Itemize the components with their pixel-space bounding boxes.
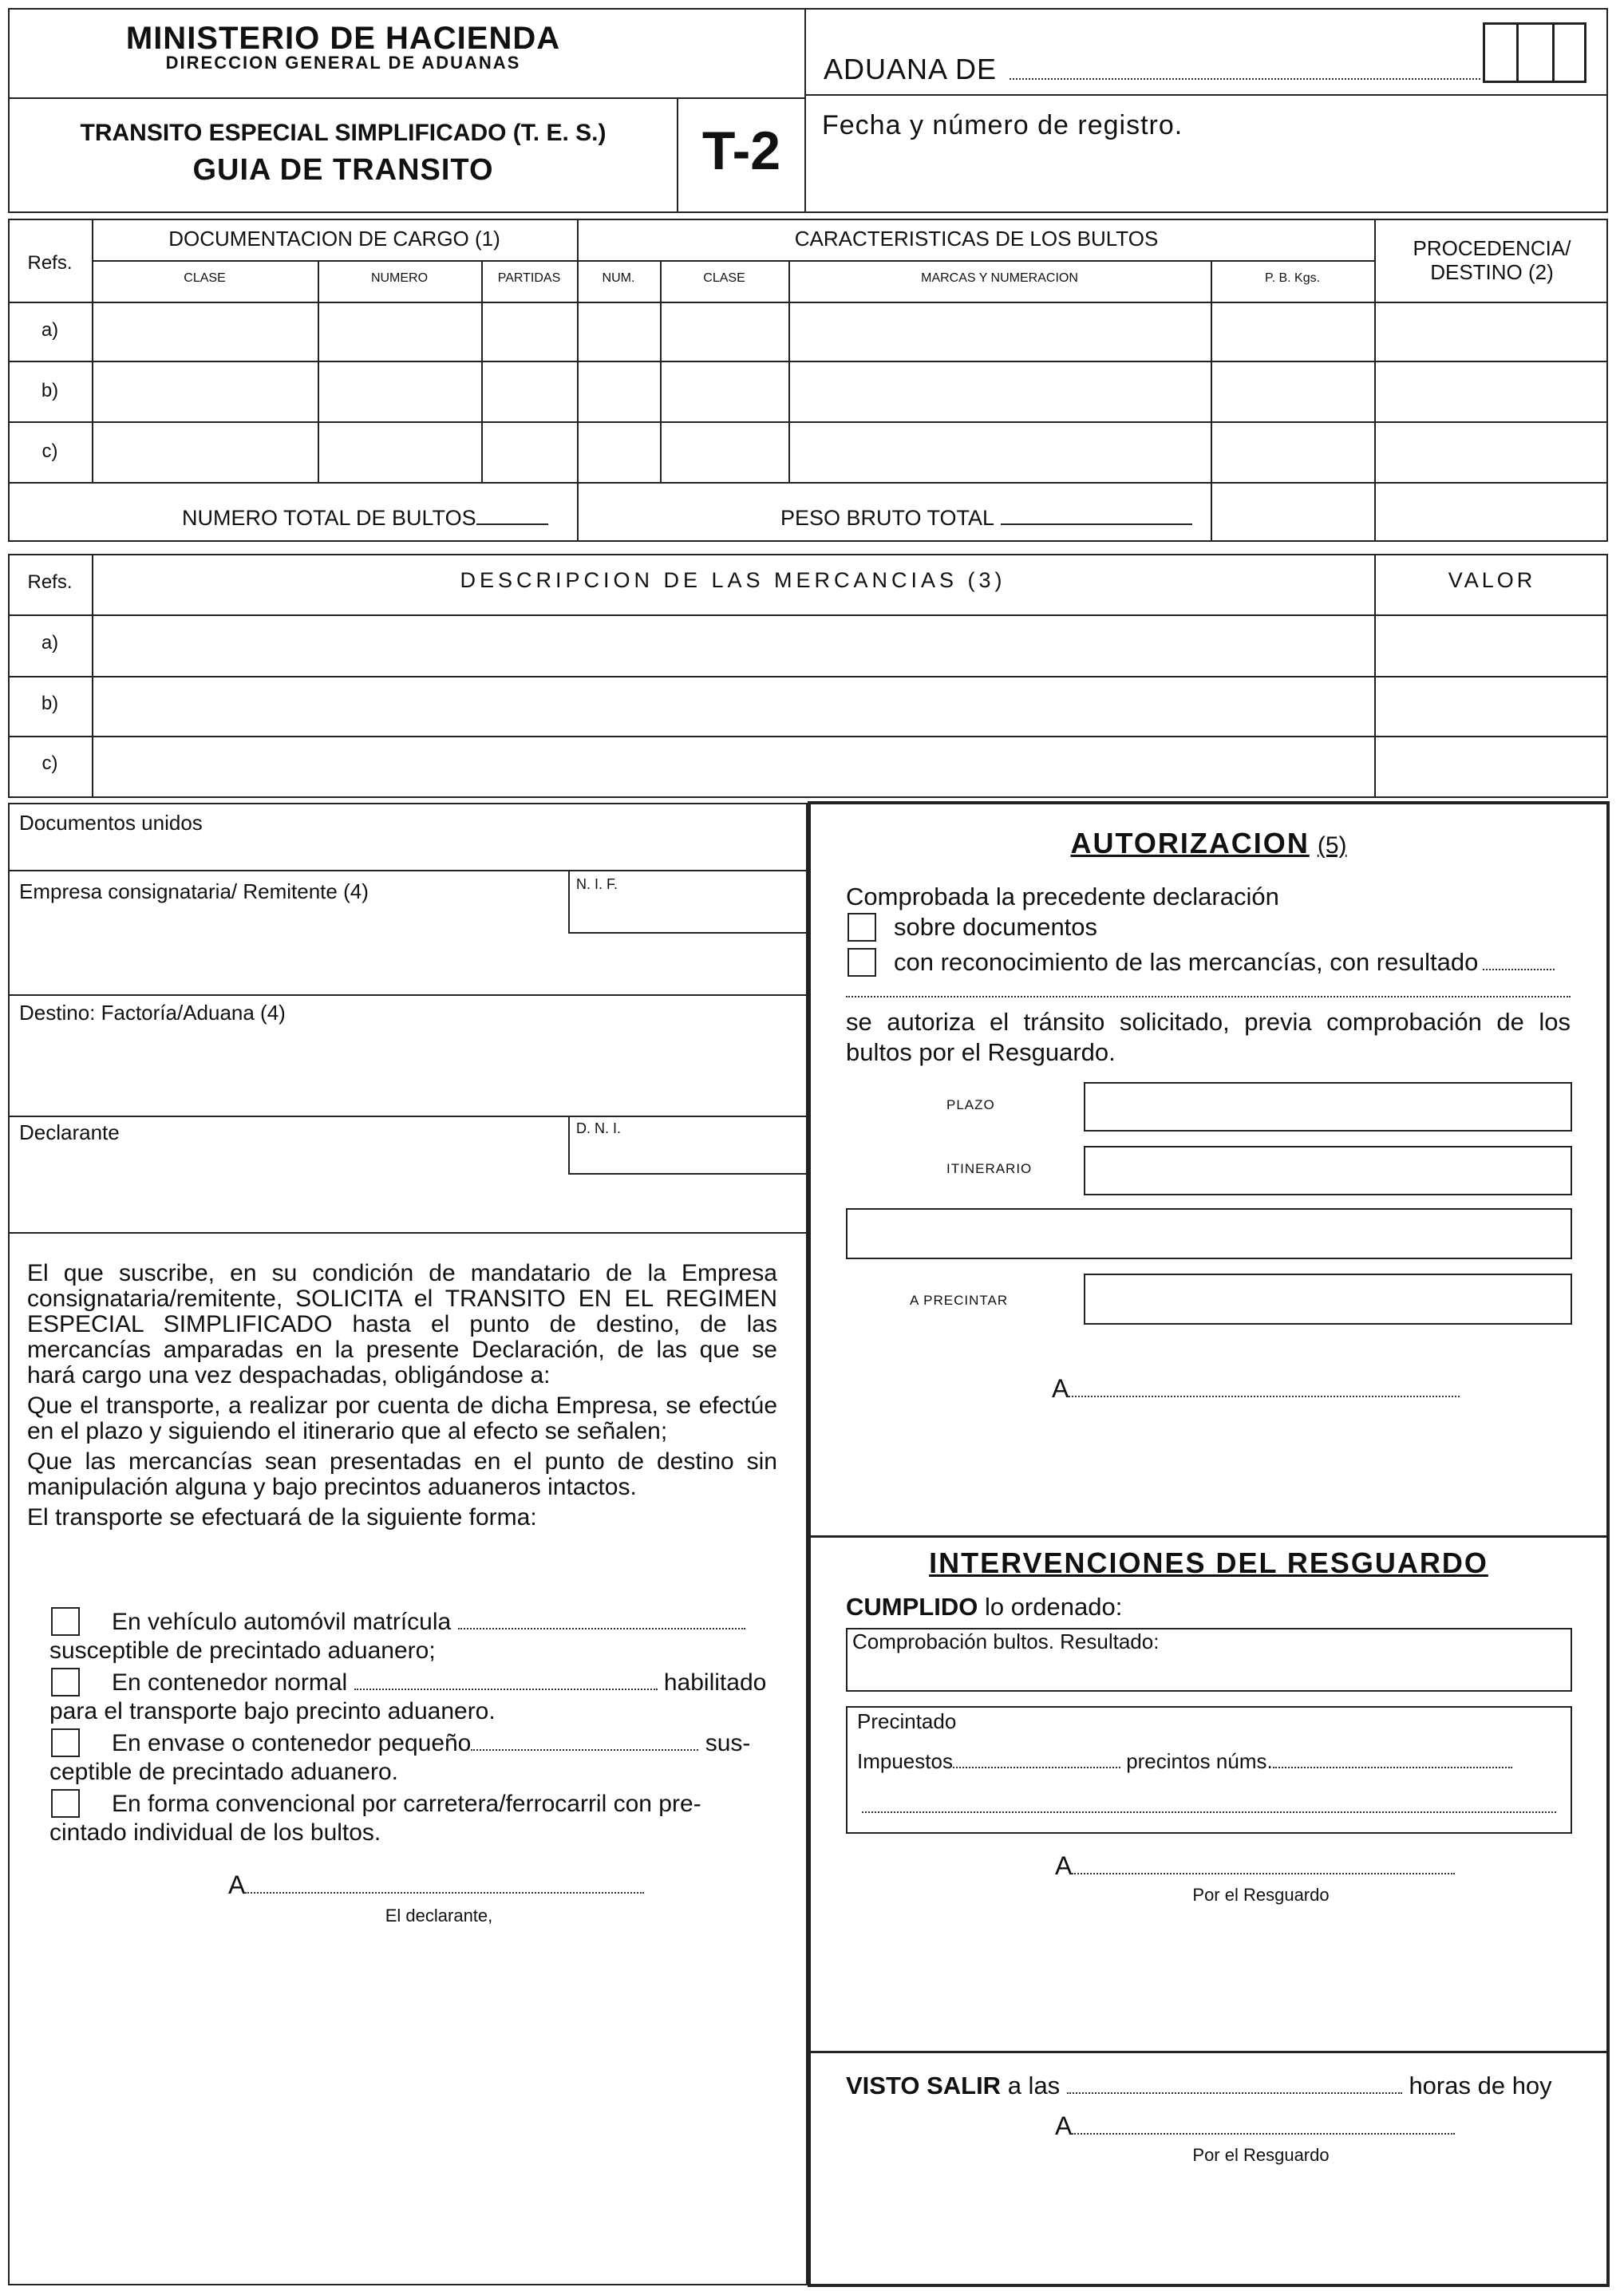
left-h-docs [8,870,808,871]
nif-v [568,870,570,934]
declaration-p2: Que el transporte, a realizar por cuenta de dicha Empresa, se efectúe en el plazo y siguiendo el itinerario que al efecto se señalen; [27,1392,777,1444]
habilitado-text: habilitado [663,1669,767,1696]
header-divider-h-right [804,94,1608,96]
se-autoriza-text: se autoriza el tránsito solicitado, previa comprobación de los bultos por el Resguardo. [846,1008,1571,1066]
autorizacion-place-line[interactable] [1069,1396,1460,1397]
plazo-field[interactable] [1084,1082,1572,1132]
right-h-visto [808,2051,1610,2053]
autorizacion-place [1052,1374,1460,1404]
checkbox-convencional[interactable] [51,1789,80,1818]
declarante-label: Declarante [19,1120,120,1144]
checkbox-envase[interactable] [51,1728,80,1757]
cargo-row-c: c) [41,440,58,462]
desc-title: DESCRIPCION DE LAS MERCANCIAS (3) [460,568,1006,592]
comprobada-label: Comprobada la precedente declaración [846,883,1279,910]
resguardo-place [1055,1851,1455,1881]
declarante-place [228,1870,644,1900]
declarante-signature-label: El declarante, [385,1906,493,1926]
opt-contenedor-line1 [112,1669,766,1697]
hora-dots[interactable] [1067,2092,1402,2094]
precintos-dots[interactable] [1273,1767,1512,1768]
dni-label: D. N. I. [576,1120,622,1136]
direction-subtitle: DIRECCION GENERAL DE ADUANAS [165,53,521,73]
por-resguardo-label-2: Por el Resguardo [1192,2145,1330,2165]
aduana-de-text: ADUANA DE [824,53,998,85]
nif-label: N. I. F. [576,876,618,892]
total-bultos-line[interactable] [476,523,548,525]
desc-row-b: b) [41,693,59,714]
procedencia-text: PROCEDENCIA/ [1413,236,1571,260]
nif-h [568,932,808,934]
cargo-refs-header: Refs. [27,252,73,274]
right-h-intervenciones [808,1535,1610,1538]
col-partidas: PARTIDAS [497,271,561,285]
sus-text: sus- [705,1730,751,1756]
precintos-dots-2[interactable] [862,1811,1556,1813]
total-bultos-text: NUMERO TOTAL DE BULTOS [182,506,476,530]
checkbox-contenedor[interactable] [51,1668,80,1697]
desc-refs-header: Refs. [27,571,73,593]
col-clase-bultos: CLASE [703,271,745,285]
empresa-label: Empresa consignataria/ Remitente (4) [19,879,369,903]
autorizacion-note: (5) [1317,832,1347,859]
opt-envase-line2: ceptible de precintado aduanero. [49,1759,398,1785]
opt-contenedor-line2: para el transporte bajo precinto aduanero. [49,1698,496,1724]
resguardo-a: A [1055,1851,1073,1880]
a-las-text: a las [1007,2072,1061,2099]
resguardo-place-line[interactable] [1072,1873,1455,1874]
opt-envase-line1 [112,1730,750,1757]
col-numero: NUMERO [370,271,429,285]
autorizacion-title-text: AUTORIZACION [1070,827,1310,859]
contenedor-line[interactable] [354,1689,658,1690]
col-marcas: MARCAS Y NUMERACION [921,271,1078,285]
visto-place [1055,2111,1455,2141]
valor-header: VALOR [1448,568,1536,592]
declaration-p3: Que las mercancías sean presentadas en el punto de destino sin manipulación alguna y bajo precintos aduaneros intactos. [27,1448,777,1500]
declarante-a: A [228,1870,246,1899]
documentos-unidos-label: Documentos unidos [19,811,203,835]
left-h-destino [8,1116,808,1117]
opt-convencional-line2: cintado individual de los bultos. [49,1819,381,1846]
destino-text: DESTINO (2) [1430,260,1554,284]
peso-total-line[interactable] [1001,523,1192,525]
impuestos-line [857,1749,1512,1774]
left-h-empresa [8,994,808,996]
ministry-title: MINISTERIO DE HACIENDA [125,21,561,56]
cargo-h-b [8,421,1608,423]
header-divider-h-left [8,97,806,99]
aduana-code-div2 [1552,22,1555,83]
sobre-documentos-label: sobre documentos [894,913,1098,941]
autorizacion-title [808,827,1610,860]
declaration-p4: El transporte se efectuará de la siguiente forma: [27,1504,537,1531]
precintado-label: Precintado [857,1709,957,1733]
opt-convencional-line1: En forma convencional por carretera/ferrocarril con pre- [112,1791,701,1817]
horas-text: horas de hoy [1409,2072,1552,2099]
cargo-v-refs [92,219,93,484]
intervenciones-title: INTERVENCIONES DEL RESGUARDO [929,1546,1488,1579]
cumplido-text: CUMPLIDO [846,1593,978,1621]
declaration-p1: El que suscribe, en su condición de mandatario de la Empresa consignataria/remitente, SOLICITA el TRANSITO EN EL REGIMEN ESPECIAL SIMPLIFICADO hasta el punto de destino, de las mercancías amparadas en la presente Declaración, de las que se hará cargo una vez despachadas, obligándose a: [27,1260,777,1388]
visto-place-line[interactable] [1072,2133,1455,2135]
opt-contenedor-text: En contenedor normal [112,1669,348,1696]
aduana-label [824,53,997,86]
visto-salir-line [846,2072,1552,2100]
total-bultos-label [182,506,548,531]
aduana-code-div1 [1516,22,1519,83]
cargo-v-clase2 [660,260,662,484]
cargo-v-partidas [481,260,483,484]
itinerario-field[interactable] [1084,1146,1572,1195]
header-divider-v [804,8,806,213]
cargo-h-head [8,302,1608,303]
doc-cargo-header: DOCUMENTACION DE CARGO (1) [168,227,500,251]
aduana-dotted-line [1010,78,1480,80]
cargo-v-num [577,219,579,542]
cargo-v-numero [318,260,319,484]
visto-a: A [1055,2111,1073,2140]
desc-h-a [8,676,1608,677]
desc-row-c: c) [41,752,58,774]
precintar-label: A PRECINTAR [910,1293,1009,1308]
lo-ordenado-text: lo ordenado: [984,1593,1123,1621]
cargo-h-c [8,482,1608,484]
cargo-table [8,219,1608,542]
col-pb: P. B. Kgs. [1264,271,1321,285]
itinerario-field-2[interactable] [846,1208,1572,1259]
dni-v [568,1116,570,1175]
declarante-place-line[interactable] [245,1892,644,1894]
resultado-line[interactable] [1483,969,1555,970]
registro-label: Fecha y número de registro. [822,110,1183,140]
cargo-row-b: b) [41,380,59,401]
form-code: T-2 [701,120,781,181]
opt-vehiculo-line2: susceptible de precintado aduanero; [49,1637,436,1664]
opt-vehiculo-text: En vehículo automóvil matrícula [112,1609,452,1635]
desc-h-b [8,736,1608,737]
comprobacion-label: Comprobación bultos. Resultado: [852,1629,1160,1653]
matricula-line[interactable] [458,1628,745,1629]
form-title-1: TRANSITO ESPECIAL SIMPLIFICADO (T. E. S.) [80,120,607,146]
cargo-row-a: a) [41,319,59,341]
opt-vehiculo-line1 [112,1609,745,1636]
itinerario-label: ITINERARIO [946,1161,1033,1176]
desc-h-head [8,614,1608,616]
procedencia-header [1376,236,1608,284]
aduana-code-boxes[interactable] [1483,22,1586,83]
reconocimiento-label [894,948,1555,977]
destino-label: Destino: Factoría/Aduana (4) [19,1001,286,1025]
col-clase: CLASE [184,271,226,285]
opt-envase-text: En envase o contenedor pequeño [112,1730,472,1756]
checkbox-reconocimiento[interactable] [848,948,876,977]
checkbox-vehiculo[interactable] [51,1607,80,1636]
resultado-line-2[interactable] [846,996,1571,997]
checkbox-sobre-documentos[interactable] [848,913,876,942]
impuestos-text: Impuestos [857,1749,953,1773]
col-num: NUM. [602,271,635,285]
precintar-field[interactable] [1084,1274,1572,1325]
visto-salir-text: VISTO SALIR [846,2072,1002,2099]
cargo-h-group [92,260,1376,262]
cargo-v-marcas [788,260,790,484]
autorizacion-a: A [1052,1374,1069,1403]
cargo-h-a [8,361,1608,362]
peso-total-label [780,506,1192,531]
plazo-label: PLAZO [946,1097,995,1112]
impuestos-dots[interactable] [953,1767,1120,1768]
cumplido-line [846,1593,1122,1621]
bultos-header: CARACTERISTICAS DE LOS BULTOS [794,227,1159,251]
left-h-declarante [8,1232,808,1234]
por-resguardo-label-1: Por el Resguardo [1192,1885,1330,1905]
reconocimiento-text: con reconocimiento de las mercancías, con resultado [894,948,1479,976]
desc-row-a: a) [41,632,59,654]
form-title-2: GUIA DE TRANSITO [192,153,494,187]
envase-line[interactable] [471,1749,698,1751]
precintos-text: precintos núms. [1126,1749,1273,1773]
peso-total-text: PESO BRUTO TOTAL [780,506,995,530]
dni-h [568,1173,808,1175]
declaration-text [27,1261,777,1531]
